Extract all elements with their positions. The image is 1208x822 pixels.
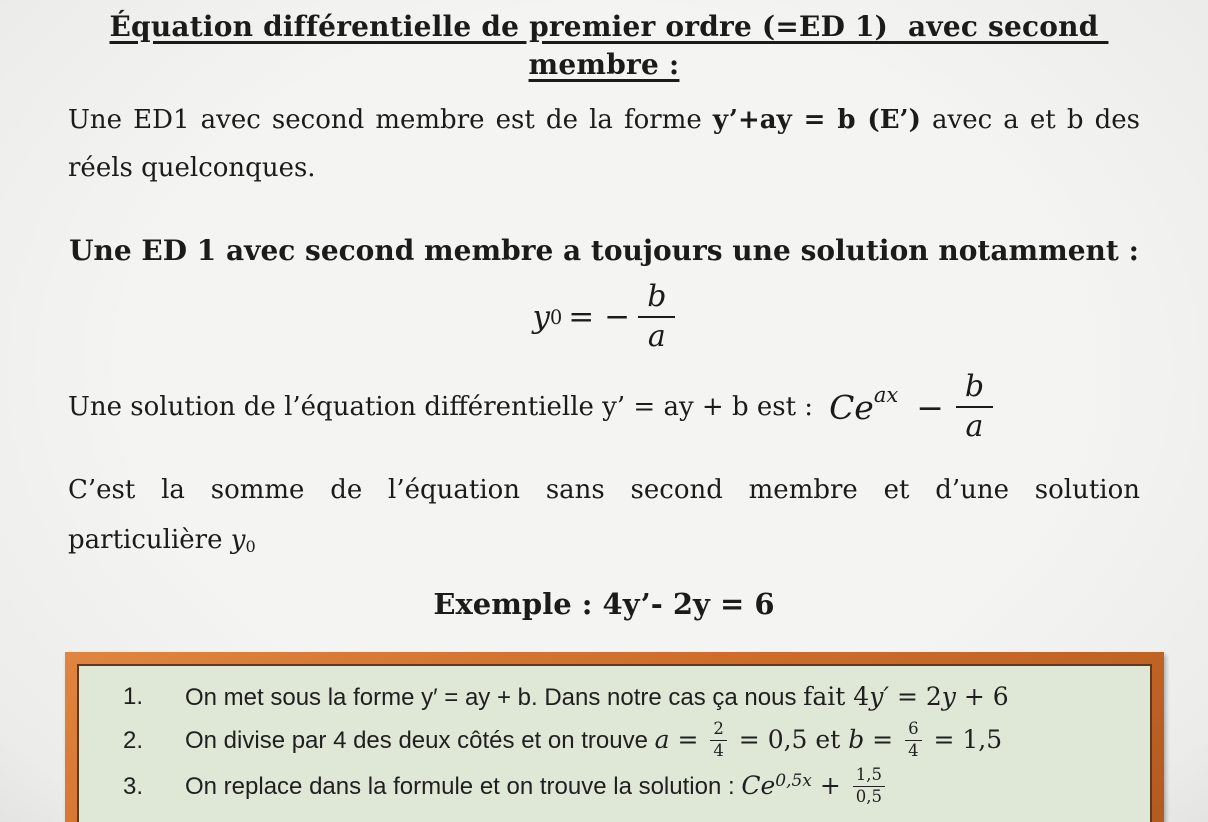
math-var: y bbox=[941, 682, 956, 712]
step-content bbox=[185, 718, 1003, 762]
method-step-3 bbox=[79, 764, 1140, 808]
exponent-ax: ax bbox=[873, 383, 899, 408]
fraction-b-over-a bbox=[638, 280, 675, 355]
fraction-numerator: 6 bbox=[905, 720, 922, 741]
equals-sign: = bbox=[568, 299, 595, 336]
general-solution-line bbox=[68, 369, 1140, 445]
y0-subscript: 0 bbox=[550, 305, 563, 329]
fraction-denominator: a bbox=[647, 319, 666, 355]
fraction-numerator: b bbox=[638, 280, 675, 319]
general-solution-formula bbox=[829, 370, 993, 445]
fraction-15-over-05 bbox=[853, 766, 885, 807]
example-heading: Exemple : 4y’- 2y = 6 bbox=[433, 587, 775, 622]
math-var-b: b bbox=[848, 724, 865, 754]
step-text: On divise par 4 des deux côtés et on trouve bbox=[185, 726, 655, 754]
y0-variable: y bbox=[230, 525, 246, 556]
step-number: 2. bbox=[123, 726, 144, 754]
general-solution-label: Une solution de l’équation différentielle y’ = ay + b est : bbox=[68, 392, 814, 423]
exponent-05x: 0,5x bbox=[775, 770, 812, 791]
fraction-denominator: a bbox=[965, 409, 984, 445]
page-title: Équation différentielle de premier ordre (=ED 1) avec second membre : bbox=[109, 10, 1109, 81]
method-step-2 bbox=[79, 718, 1140, 762]
method-box bbox=[65, 652, 1164, 822]
step-content bbox=[185, 679, 1009, 716]
math-var: y′ bbox=[869, 682, 890, 712]
sum-explanation-paragraph bbox=[68, 465, 1140, 572]
intro-text-pre: Une ED1 avec second membre est de la forme bbox=[68, 104, 713, 135]
y0-variable: y bbox=[532, 299, 551, 336]
sum-line-1: C’est la somme de l’équation sans second membre et d’une solution bbox=[68, 475, 1140, 506]
math-text: = 1,5 bbox=[925, 724, 1003, 754]
fraction-numerator: b bbox=[956, 370, 993, 409]
math-text: = bbox=[864, 724, 902, 754]
minus-sign: − bbox=[916, 387, 944, 427]
fraction-denominator: 0,5 bbox=[855, 786, 882, 806]
math-text: = 2 bbox=[889, 682, 942, 712]
fraction-numerator: 1,5 bbox=[853, 766, 885, 787]
math-text: = bbox=[669, 724, 707, 754]
intro-line-2: réels quelconques. bbox=[68, 152, 316, 183]
step-text: On met sous la forme y′ = ay + b. Dans notre cas ça nous bbox=[185, 684, 804, 712]
math-text: fait 4 bbox=[803, 682, 870, 712]
step-number: 1. bbox=[123, 683, 144, 711]
sum-line-2 bbox=[68, 515, 1140, 572]
fraction-b-over-a bbox=[956, 370, 993, 445]
intro-text-post: avec a et b des bbox=[920, 104, 1140, 135]
intro-line-1 bbox=[68, 96, 1140, 144]
method-step-1 bbox=[79, 679, 1140, 716]
minus-sign: − bbox=[604, 299, 631, 336]
intro-paragraph bbox=[68, 96, 1140, 192]
sum-line-2-text: particulière bbox=[68, 525, 231, 556]
fraction-6-over-4 bbox=[905, 720, 922, 761]
fraction-denominator: 4 bbox=[713, 740, 724, 760]
math-text: + 6 bbox=[955, 682, 1009, 712]
key-statement-heading: Une ED 1 avec second membre a toujours une solution notamment : bbox=[69, 233, 1139, 267]
y0-formula bbox=[68, 273, 1140, 361]
step-content bbox=[185, 764, 889, 808]
fraction-numerator: 2 bbox=[710, 720, 727, 741]
y0-subscript: 0 bbox=[245, 537, 256, 557]
math-var-a: a bbox=[654, 724, 670, 754]
math-text: + bbox=[811, 770, 849, 800]
step-text: On replace dans la formule et on trouve la solution : bbox=[185, 772, 742, 800]
method-box-inner bbox=[77, 664, 1152, 822]
fraction-2-over-4 bbox=[710, 720, 727, 761]
intro-bold-formula: y’+ay = b (E’) bbox=[712, 104, 921, 135]
step-number: 3. bbox=[123, 772, 144, 800]
fraction-denominator: 4 bbox=[908, 740, 919, 760]
math-text: = 0,5 et bbox=[730, 724, 849, 754]
coefficient-Ce: Ce bbox=[741, 770, 776, 800]
coefficient-Ce: Ce bbox=[829, 387, 874, 427]
